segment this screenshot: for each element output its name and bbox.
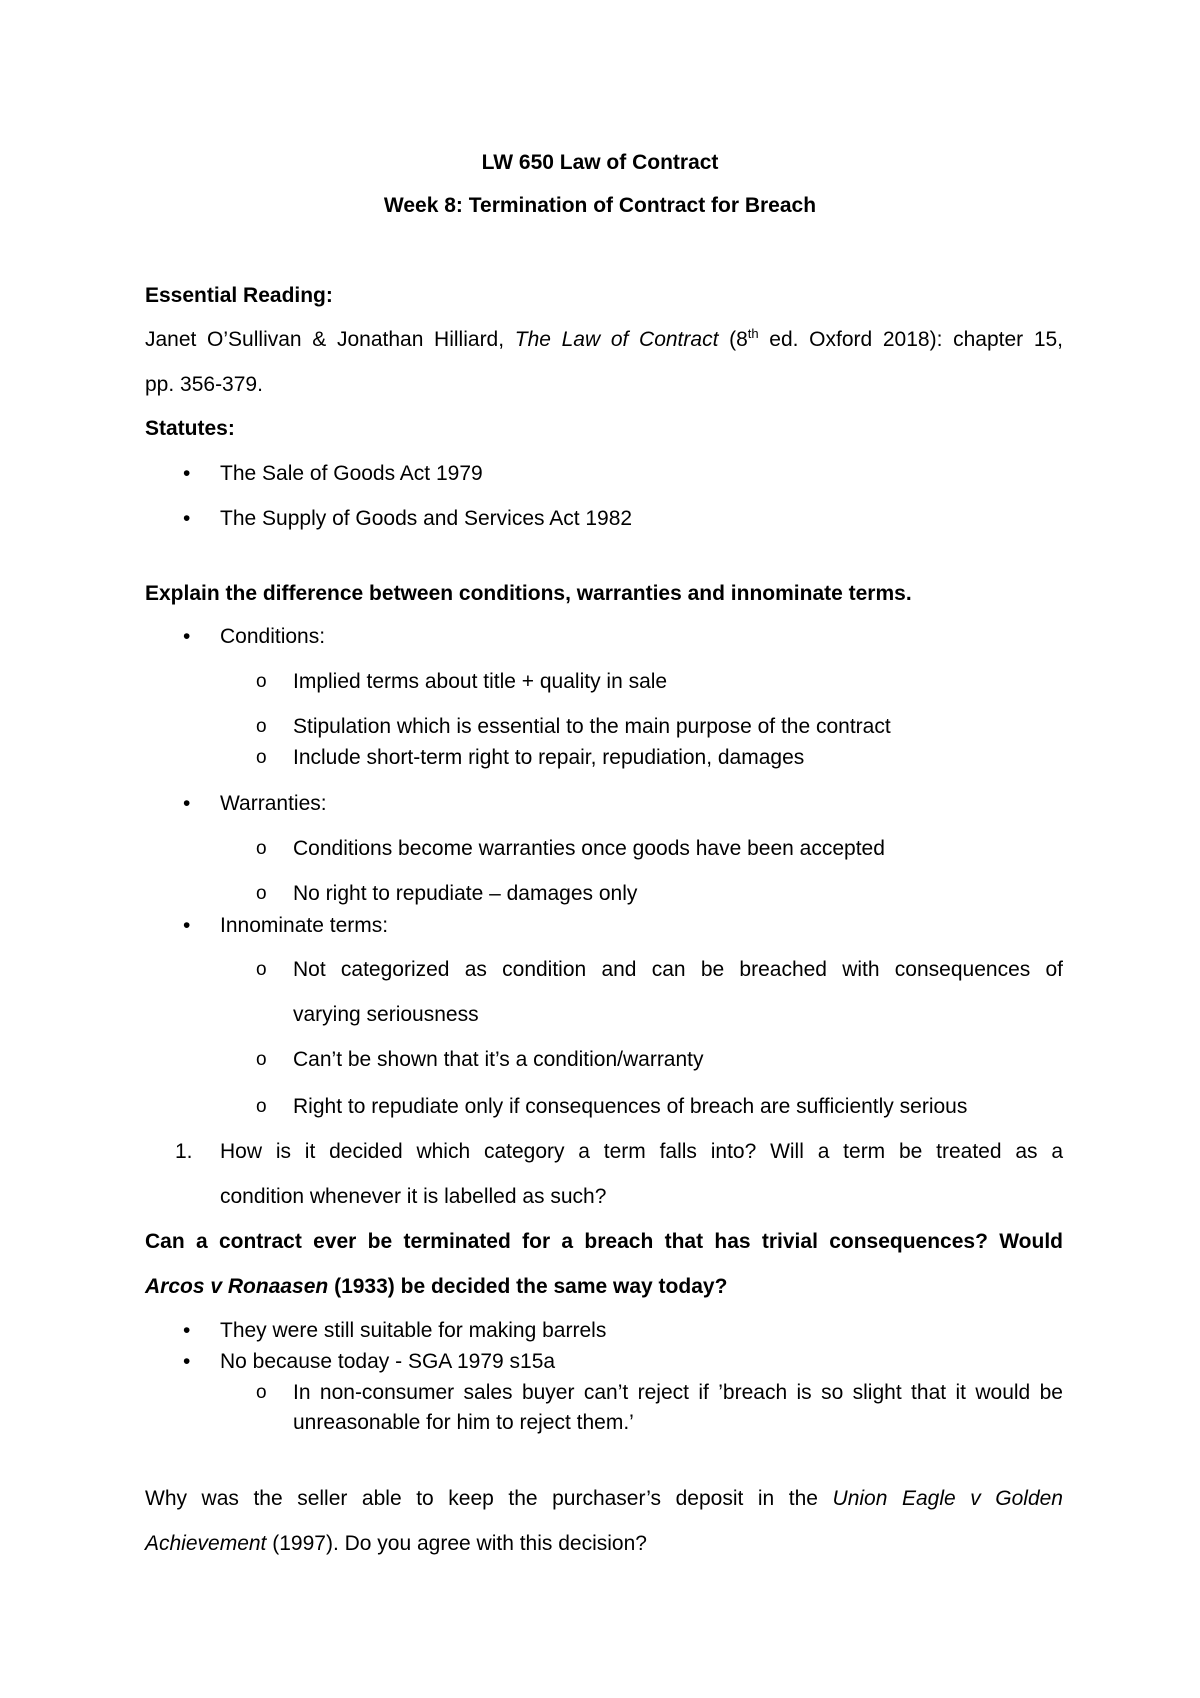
conditions-item: Stipulation which is essential to the main purpose of the contract bbox=[293, 715, 891, 738]
sub-bullet-icon: o bbox=[256, 671, 267, 692]
case-name: Arcos v Ronaasen bbox=[145, 1275, 329, 1298]
citation-publisher: ed. Oxford 2018): chapter 15, bbox=[758, 328, 1064, 351]
question-number: 1. bbox=[175, 1140, 193, 1163]
conditions-label: Conditions: bbox=[220, 625, 326, 648]
terms-question: Explain the difference between conditions, warranties and innominate terms. bbox=[145, 582, 912, 605]
question-text: Why was the seller able to keep the purchaser’s deposit in the bbox=[145, 1487, 833, 1510]
bullet-icon: • bbox=[183, 462, 191, 485]
sub-bullet-icon: o bbox=[256, 1049, 267, 1070]
trivial-breach-item: No because today - SGA 1979 s15a bbox=[220, 1350, 556, 1373]
week-title: Week 8: Termination of Contract for Breach bbox=[383, 194, 817, 217]
reading-citation-line1 bbox=[145, 327, 1063, 353]
innominate-item: Can’t be shown that it’s a condition/warranty bbox=[293, 1048, 704, 1071]
course-title: LW 650 Law of Contract bbox=[481, 151, 719, 174]
trivial-breach-sub-item-cont: unreasonable for him to reject them.’ bbox=[293, 1411, 634, 1434]
bullet-icon: • bbox=[183, 1350, 191, 1373]
sub-bullet-icon: o bbox=[256, 716, 267, 737]
sub-bullet-icon: o bbox=[256, 838, 267, 859]
question-text: (1933) be decided the same way today? bbox=[328, 1275, 728, 1298]
warranties-item: Conditions become warranties once goods have been accepted bbox=[293, 837, 885, 860]
reading-heading: Essential Reading: bbox=[145, 284, 333, 307]
case-name: Achievement bbox=[145, 1532, 267, 1555]
innominate-label: Innominate terms: bbox=[220, 914, 389, 937]
innominate-item: Right to repudiate only if consequences of breach are sufficiently serious bbox=[293, 1095, 968, 1118]
bullet-icon: • bbox=[183, 625, 191, 648]
citation-edition: (8 bbox=[718, 328, 748, 351]
trivial-breach-question: Can a contract ever be terminated for a breach that has trivial consequences? Would bbox=[145, 1230, 1063, 1253]
innominate-item: Not categorized as condition and can be breached with consequences of bbox=[293, 958, 1063, 981]
question-text: (1997). Do you agree with this decision? bbox=[266, 1532, 647, 1555]
bullet-icon: • bbox=[183, 914, 191, 937]
category-question: How is it decided which category a term falls into? Will a term be treated as a bbox=[220, 1140, 1063, 1163]
citation-edition-sup: th bbox=[747, 326, 759, 341]
reading-citation-line2: pp. 356-379. bbox=[145, 373, 263, 396]
bullet-icon: • bbox=[183, 1319, 191, 1342]
innominate-item-cont: varying seriousness bbox=[293, 1003, 479, 1026]
statutes-heading: Statutes: bbox=[145, 417, 235, 440]
bullet-icon: • bbox=[183, 507, 191, 530]
sub-bullet-icon: o bbox=[256, 959, 267, 980]
trivial-breach-sub-item: In non-consumer sales buyer can’t reject if ’breach is so slight that it would be bbox=[293, 1381, 1063, 1404]
warranties-label: Warranties: bbox=[220, 792, 327, 815]
deposit-question bbox=[145, 1486, 1063, 1512]
sub-bullet-icon: o bbox=[256, 747, 267, 768]
bullet-icon: • bbox=[183, 792, 191, 815]
sub-bullet-icon: o bbox=[256, 1382, 267, 1403]
sub-bullet-icon: o bbox=[256, 1096, 267, 1117]
citation-book-title: The Law of Contract bbox=[514, 328, 719, 351]
conditions-item: Include short-term right to repair, repudiation, damages bbox=[293, 746, 805, 769]
conditions-item: Implied terms about title + quality in sale bbox=[293, 670, 668, 693]
citation-authors: Janet O’Sullivan & Jonathan Hilliard, bbox=[145, 328, 515, 351]
sub-bullet-icon: o bbox=[256, 883, 267, 904]
trivial-breach-question-cont bbox=[145, 1274, 727, 1300]
trivial-breach-item: They were still suitable for making barrels bbox=[220, 1319, 607, 1342]
statute-item: The Sale of Goods Act 1979 bbox=[220, 462, 483, 485]
deposit-question-cont bbox=[145, 1531, 647, 1557]
case-name: Union Eagle v Golden bbox=[832, 1487, 1063, 1510]
warranties-item: No right to repudiate – damages only bbox=[293, 882, 638, 905]
category-question-cont: condition whenever it is labelled as such? bbox=[220, 1185, 607, 1208]
statute-item: The Supply of Goods and Services Act 1982 bbox=[220, 507, 633, 530]
